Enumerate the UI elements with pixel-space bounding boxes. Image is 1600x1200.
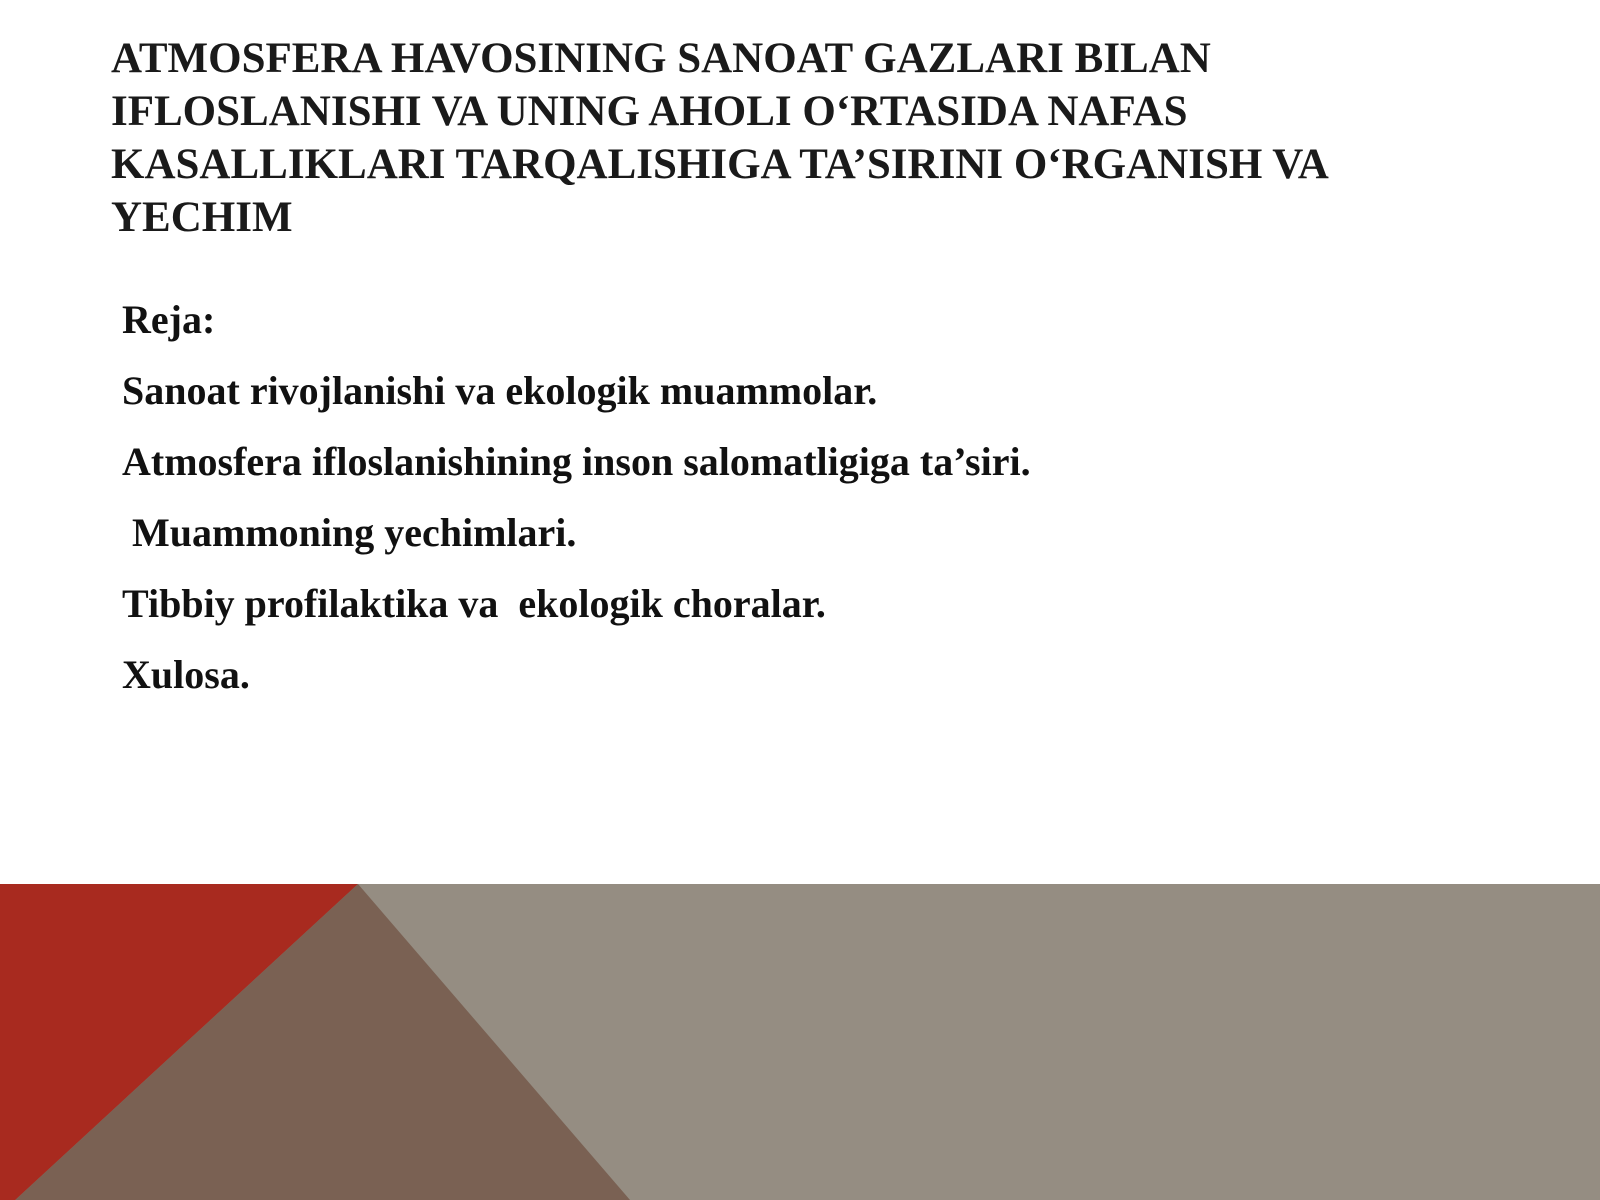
plan-item-2: Atmosfera ifloslanishining inson salomatligiga ta’siri.	[122, 439, 1031, 484]
decorative-footer-band	[0, 884, 1600, 1200]
plan-item-3: Muammoning yechimlari.	[122, 510, 577, 555]
plan-heading: Reja:	[122, 297, 216, 342]
plan-list	[122, 284, 1422, 710]
plan-item-1: Sanoat rivojlanishi va ekologik muammolar.	[122, 368, 878, 413]
footer-shapes	[0, 884, 1600, 1200]
plan-item-5: Xulosa.	[122, 652, 250, 697]
plan-item-4: Tibbiy profilaktika va ekologik choralar.	[122, 581, 826, 626]
slide-title: ATMOSFERA HAVOSINING SANOAT GAZLARI BILAN IFLOSLANISHI VA UNING AHOLI O‘RTASIDA NAFAS KASALLIKLARI TARQALISHIGA TA’SIRINI O‘RGANISH VA YECHIM	[111, 35, 1327, 241]
